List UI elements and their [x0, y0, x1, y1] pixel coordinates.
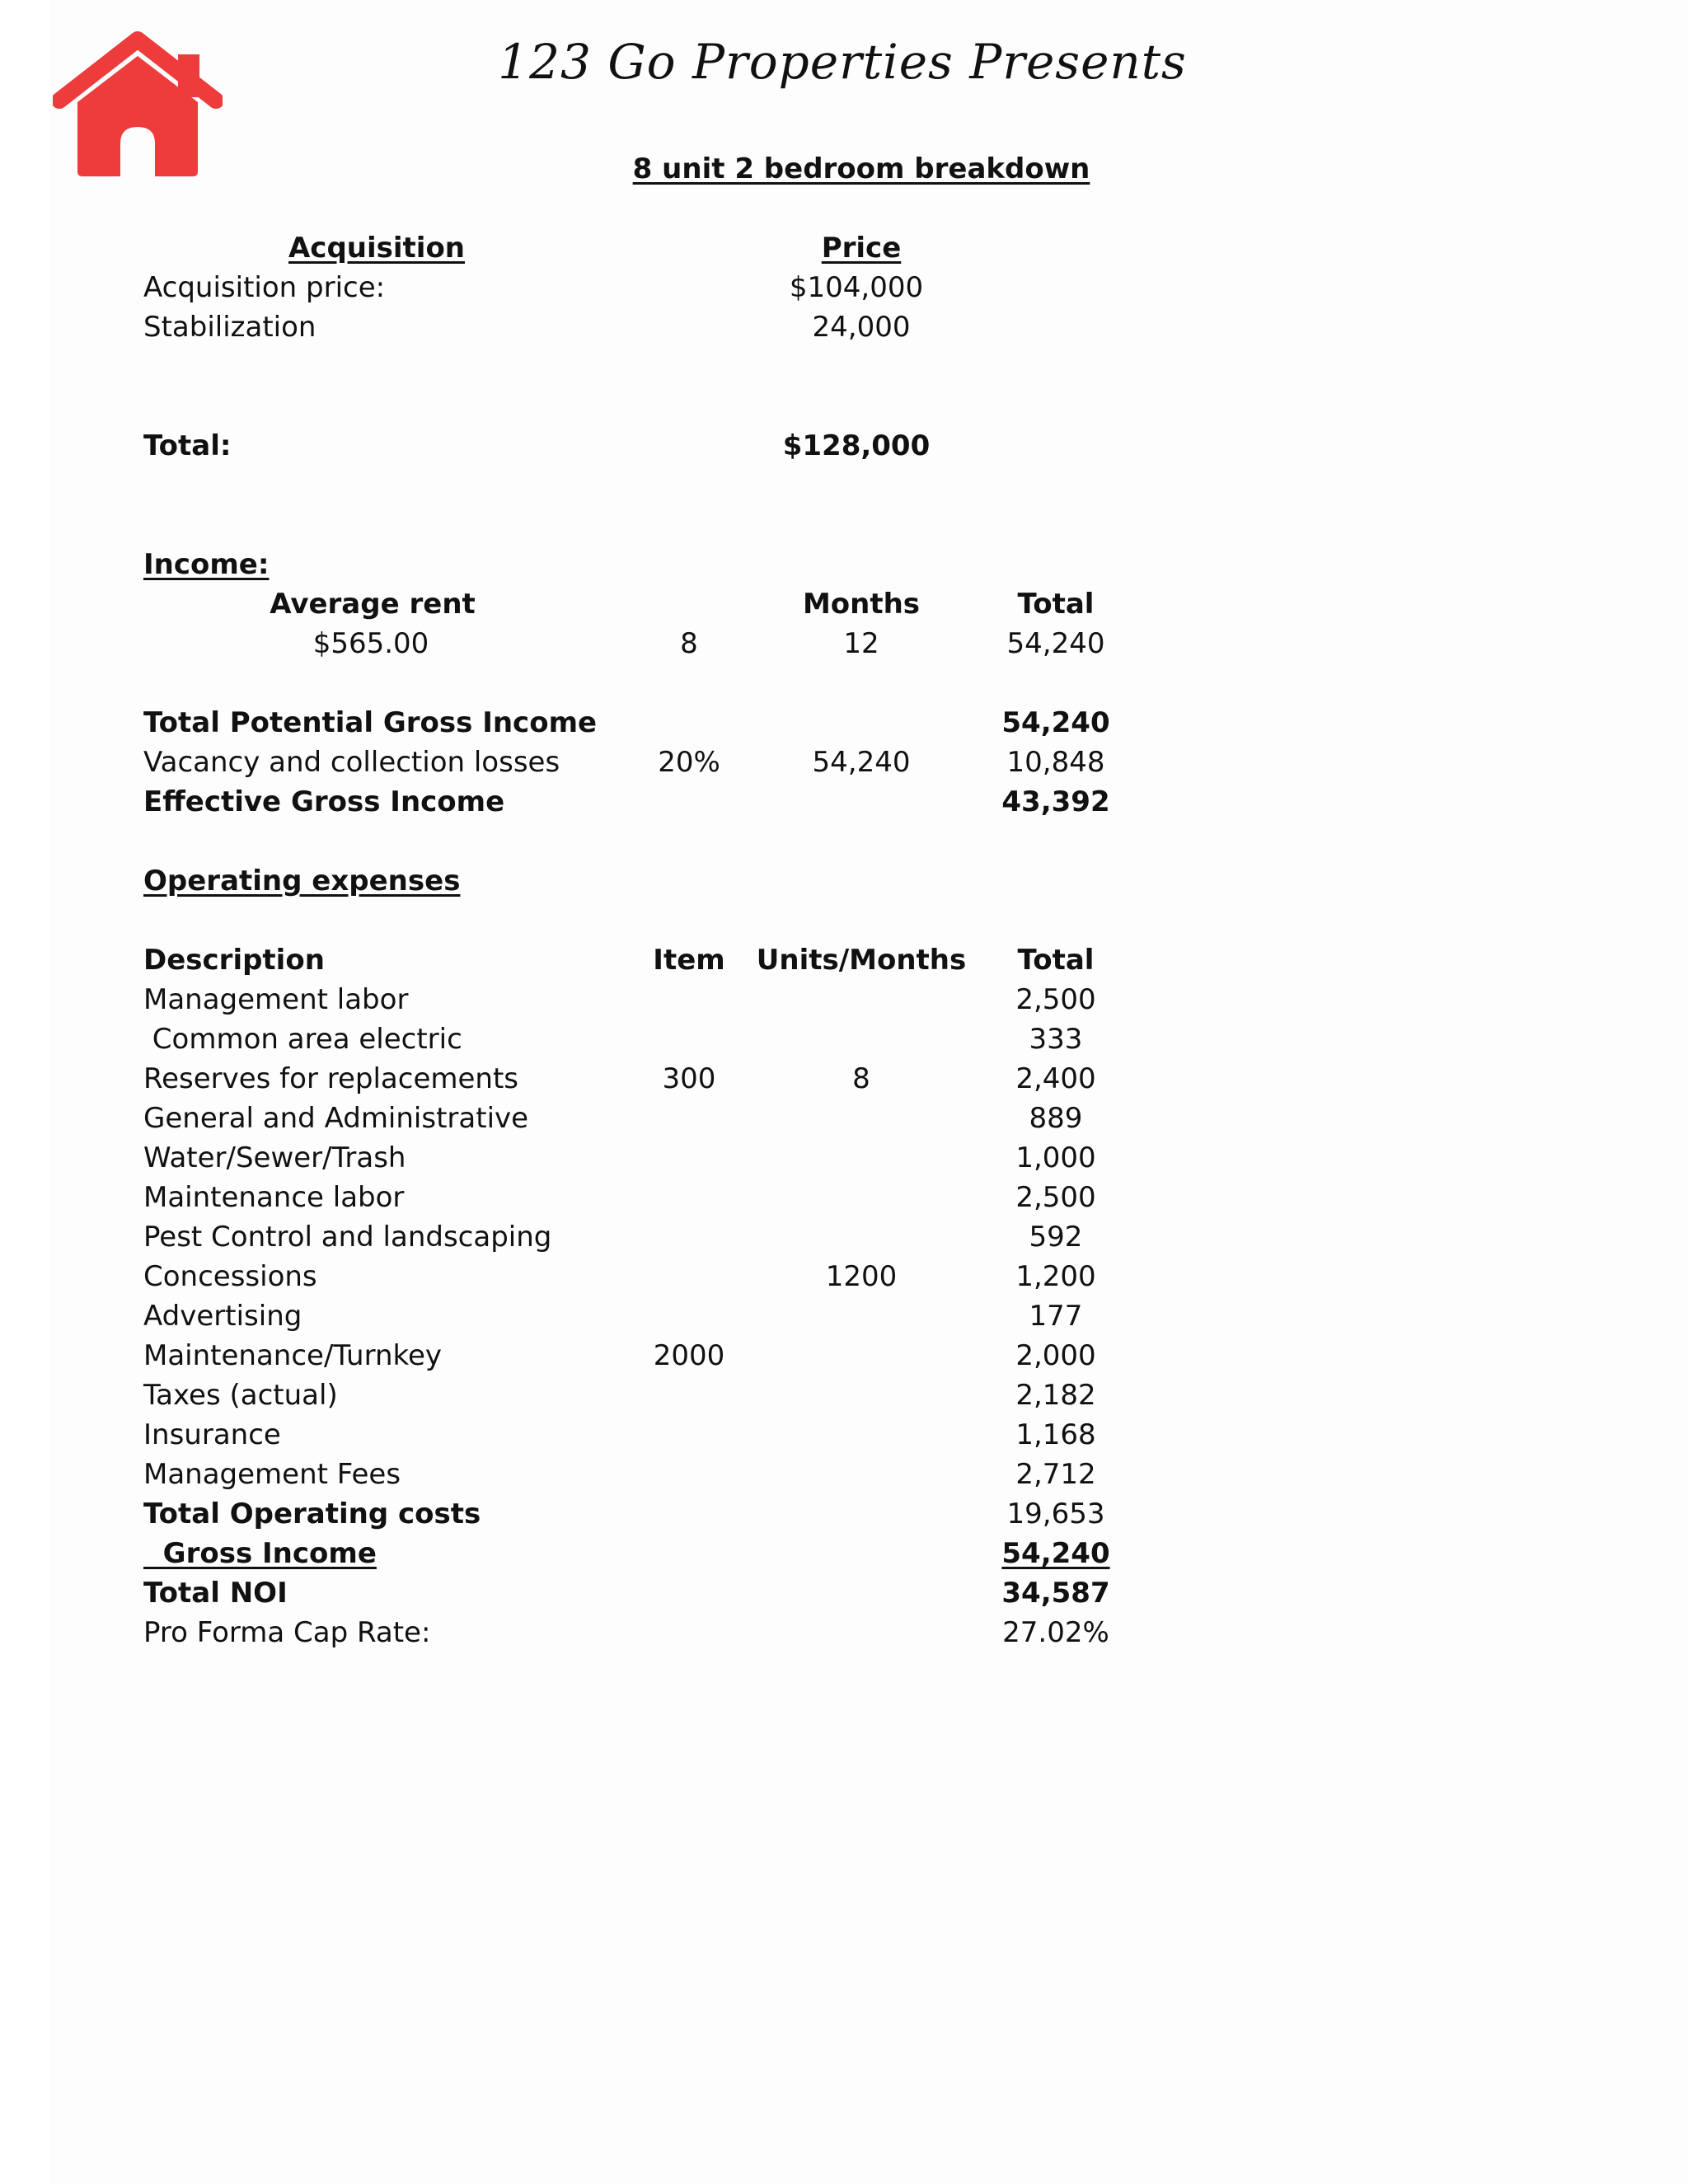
- expense-units: 8: [852, 1062, 870, 1095]
- acquisition-heading: Acquisition: [288, 232, 466, 265]
- expense-total: 2,500: [1015, 1181, 1096, 1214]
- egi-value: 43,392: [1001, 785, 1110, 818]
- description-header: Description: [143, 944, 325, 977]
- acquisition-price-value: $104,000: [789, 271, 924, 304]
- expense-total: 2,400: [1015, 1062, 1096, 1095]
- expense-description: Management labor: [143, 983, 409, 1016]
- expense-item: 300: [662, 1062, 716, 1095]
- expense-description: Reserves for replacements: [143, 1062, 518, 1095]
- expense-description: Management Fees: [143, 1458, 401, 1491]
- vacancy-value: 10,848: [1006, 746, 1105, 779]
- expense-description: Pest Control and landscaping: [143, 1221, 552, 1254]
- total-operating-label: Total Operating costs: [143, 1497, 481, 1530]
- item-header: Item: [653, 944, 725, 977]
- expense-total: 2,712: [1015, 1458, 1096, 1491]
- expense-units: 1200: [825, 1260, 898, 1293]
- acquisition-total-label: Total:: [143, 429, 232, 462]
- units-months-header: Units/Months: [756, 944, 967, 977]
- tpgi-label: Total Potential Gross Income: [143, 706, 598, 739]
- noi-label: Total NOI: [143, 1577, 288, 1610]
- expense-total: 333: [1029, 1023, 1083, 1056]
- unit-count-value: 8: [680, 627, 698, 660]
- expense-description: Maintenance/Turnkey: [143, 1339, 443, 1372]
- vacancy-label: Vacancy and collection losses: [143, 746, 560, 779]
- income-heading: Income:: [143, 548, 270, 581]
- stabilization-label: Stabilization: [143, 311, 316, 344]
- expense-total: 889: [1029, 1102, 1083, 1135]
- expense-description: Advertising: [143, 1300, 302, 1333]
- egi-label: Effective Gross Income: [143, 785, 505, 818]
- expense-total-header: Total: [1017, 944, 1095, 977]
- income-total-value: 54,240: [1006, 627, 1105, 660]
- expense-description: Common area electric: [143, 1023, 462, 1056]
- average-rent-value: $565.00: [312, 627, 429, 660]
- vacancy-percent: 20%: [658, 746, 720, 779]
- expense-description: Concessions: [143, 1260, 317, 1293]
- expense-description: Insurance: [143, 1418, 281, 1451]
- gross-income-label: Gross Income: [143, 1537, 377, 1570]
- expense-total: 1,000: [1015, 1141, 1096, 1174]
- noi-value: 34,587: [1001, 1577, 1110, 1610]
- average-rent-header: Average rent: [270, 588, 476, 621]
- total-operating-value: 19,653: [1006, 1497, 1105, 1530]
- operating-expenses-heading: Operating expenses: [143, 865, 461, 898]
- expense-total: 2,000: [1015, 1339, 1096, 1372]
- expense-total: 2,500: [1015, 983, 1096, 1016]
- months-value: 12: [843, 627, 879, 660]
- cap-rate-value: 27.02%: [1002, 1616, 1109, 1649]
- expense-description: Water/Sewer/Trash: [143, 1141, 406, 1174]
- vacancy-base: 54,240: [812, 746, 911, 779]
- months-header: Months: [802, 588, 921, 621]
- page-title: 123 Go Properties Presents: [498, 34, 1187, 90]
- expense-total: 1,200: [1015, 1260, 1096, 1293]
- expense-total: 177: [1029, 1300, 1083, 1333]
- house-icon: [53, 30, 223, 176]
- tpgi-value: 54,240: [1001, 706, 1110, 739]
- price-heading: Price: [821, 232, 902, 265]
- income-total-header: Total: [1017, 588, 1095, 621]
- expense-description: Maintenance labor: [143, 1181, 405, 1214]
- expense-item: 2000: [653, 1339, 725, 1372]
- acquisition-total-value: $128,000: [782, 429, 931, 462]
- expense-description: General and Administrative: [143, 1102, 529, 1135]
- expense-description: Taxes (actual): [143, 1379, 338, 1412]
- stabilization-value: 24,000: [812, 311, 911, 344]
- acquisition-price-label: Acquisition price:: [143, 271, 386, 304]
- page-subtitle: 8 unit 2 bedroom breakdown: [632, 152, 1090, 185]
- expense-total: 1,168: [1015, 1418, 1096, 1451]
- cap-rate-label: Pro Forma Cap Rate:: [143, 1616, 431, 1649]
- expense-total: 2,182: [1015, 1379, 1096, 1412]
- expense-total: 592: [1029, 1221, 1083, 1254]
- gross-income-value: 54,240: [1001, 1537, 1110, 1570]
